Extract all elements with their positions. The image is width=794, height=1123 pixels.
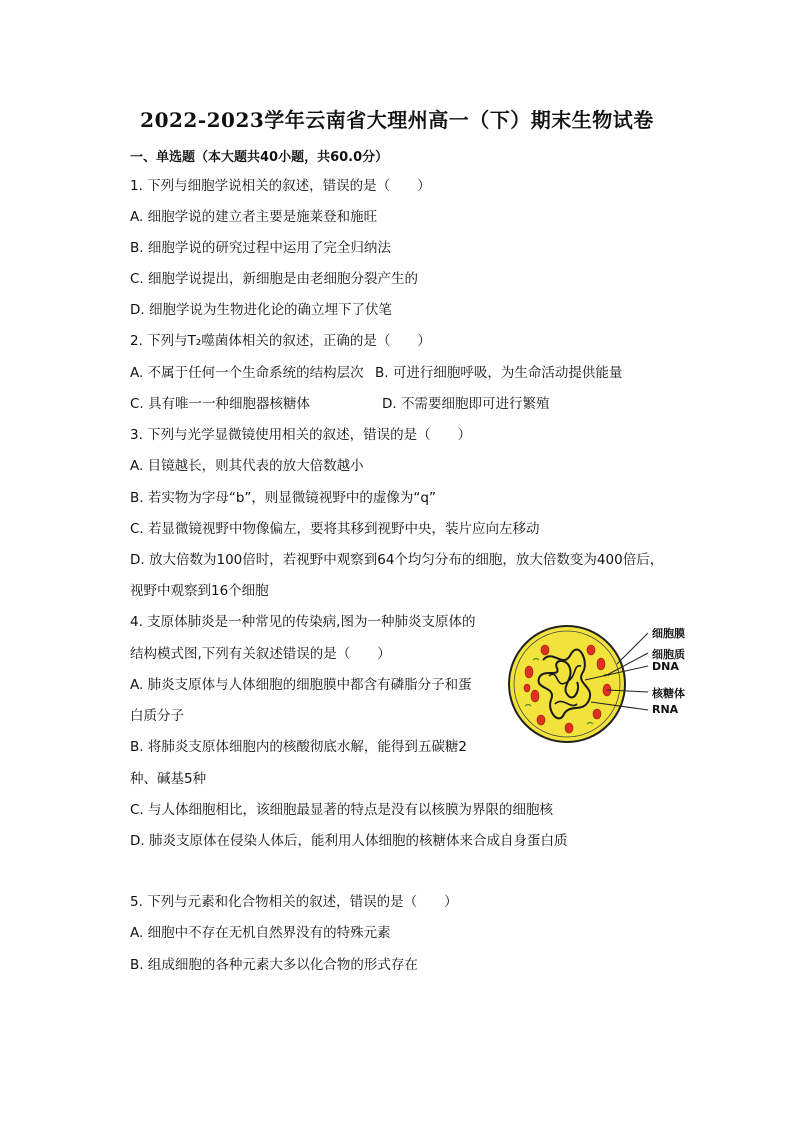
q4-option-c: C. 与人体细胞相比，该细胞最显著的特点是没有以核膜为界限的细胞核 bbox=[130, 802, 554, 818]
mycoplasma-diagram bbox=[505, 620, 705, 750]
q2-option-c: C. 具有唯一一种细胞器核糖体 bbox=[130, 396, 311, 412]
q1-option-a: A. 细胞学说的建立者主要是施莱登和施旺 bbox=[130, 209, 378, 225]
q4-option-a-line1: A. 肺炎支原体与人体细胞的细胞膜中都含有磷脂分子和蛋 bbox=[130, 677, 472, 693]
q5-option-b: B. 组成细胞的各种元素大多以化合物的形式存在 bbox=[130, 957, 418, 973]
page-title: 2022-2023学年云南省大理州高一（下）期末生物试卷 bbox=[140, 108, 654, 132]
q3-option-b: B. 若实物为字母“b”，则显微镜视野中的虚像为“q” bbox=[130, 490, 436, 506]
label-rna: RNA bbox=[652, 703, 679, 716]
q3-option-d-line2: 视野中观察到16个细胞 bbox=[130, 583, 269, 599]
q4-option-b-line2: 种、碱基5种 bbox=[130, 771, 207, 787]
q4-stem-line2: 结构模式图,下列有关叙述错误的是（ ） bbox=[130, 646, 391, 662]
q4-option-b-line1: B. 将肺炎支原体细胞内的核酸彻底水解，能得到五碳糖2 bbox=[130, 739, 467, 755]
q4-option-a-line2: 白质分子 bbox=[130, 708, 184, 724]
q3-option-c: C. 若显微镜视野中物像偏左，要将其移到视野中央，装片应向左移动 bbox=[130, 521, 540, 537]
q4-option-d: D. 肺炎支原体在侵染人体后，能利用人体细胞的核糖体来合成自身蛋白质 bbox=[130, 833, 568, 849]
q2-option-d: D. 不需要细胞即可进行繁殖 bbox=[382, 396, 550, 412]
q3-stem: 3. 下列与光学显微镜使用相关的叙述，错误的是（ ） bbox=[130, 427, 472, 443]
q1-option-c: C. 细胞学说提出，新细胞是由老细胞分裂产生的 bbox=[130, 271, 419, 287]
q1-option-d: D. 细胞学说为生物进化论的确立埋下了伏笔 bbox=[130, 302, 392, 318]
q2-stem: 2. 下列与T₂噬菌体相关的叙述，正确的是（ ） bbox=[130, 333, 431, 349]
q4-stem-line1: 4. 支原体肺炎是一种常见的传染病,图为一种肺炎支原体的 bbox=[130, 614, 476, 630]
q3-option-a: A. 目镜越长，则其代表的放大倍数越小 bbox=[130, 458, 364, 474]
q2-option-a: A. 不属于任何一个生命系统的结构层次 bbox=[130, 365, 364, 381]
q2-option-b: B. 可进行细胞呼吸，为生命活动提供能量 bbox=[375, 365, 623, 381]
q5-option-a: A. 细胞中不存在无机自然界没有的特殊元素 bbox=[130, 925, 391, 941]
label-ribosome: 核糖体 bbox=[652, 687, 685, 700]
q5-stem: 5. 下列与元素和化合物相关的叙述，错误的是（ ） bbox=[130, 894, 458, 910]
q1-option-b: B. 细胞学说的研究过程中运用了完全归纳法 bbox=[130, 240, 391, 256]
section-heading: 一、单选题（本大题共40小题，共60.0分） bbox=[130, 150, 389, 165]
q1-stem: 1. 下列与细胞学说相关的叙述，错误的是（ ） bbox=[130, 178, 431, 194]
label-cell-membrane: 细胞膜 bbox=[652, 627, 685, 640]
label-cytoplasm: 细胞质 bbox=[652, 648, 685, 661]
q3-option-d-line1: D. 放大倍数为100倍时，若视野中观察到64个均匀分布的细胞，放大倍数变为400倍后， bbox=[130, 552, 664, 568]
label-dna: DNA bbox=[652, 660, 679, 673]
